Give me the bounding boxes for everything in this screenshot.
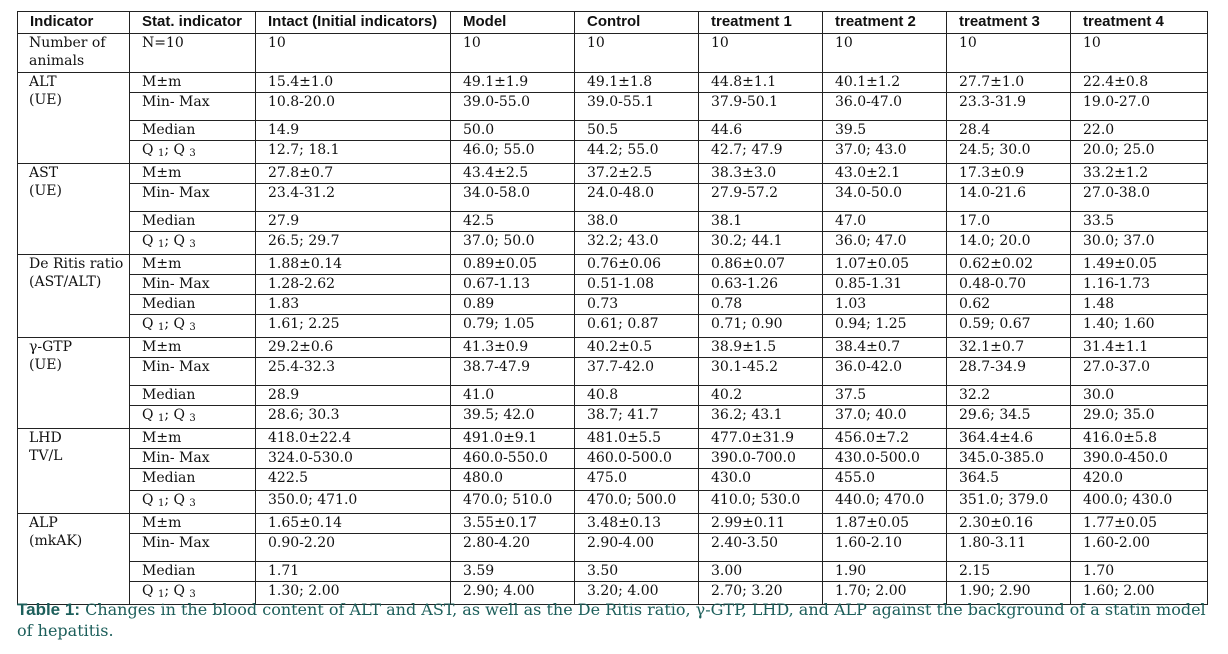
value-cell: 27.0-37.0 — [1071, 358, 1208, 386]
value-cell: 28.6; 30.3 — [256, 406, 451, 429]
value-cell: 34.0-58.0 — [451, 184, 575, 212]
value-cell: 49.1±1.9 — [451, 73, 575, 93]
value-cell: 17.3±0.9 — [947, 164, 1071, 184]
value-cell: 29.2±0.6 — [256, 338, 451, 358]
value-cell: 17.0 — [947, 212, 1071, 232]
value-cell: 34.0-50.0 — [823, 184, 947, 212]
value-cell: 0.73 — [575, 295, 699, 315]
value-cell: 1.83 — [256, 295, 451, 315]
value-cell: 10 — [451, 34, 575, 73]
caption-text: Changes in the blood content of ALT and AST, as well as the De Ritis ratio, γ-GTP, LHD, and ALP against the background of a statin model of hepatitis. — [17, 600, 1206, 640]
stat-cell: Median — [130, 121, 256, 141]
value-cell: 29.6; 34.5 — [947, 406, 1071, 429]
table-row — [18, 491, 1208, 514]
value-cell: 38.4±0.7 — [823, 338, 947, 358]
value-cell: 3.50 — [575, 562, 699, 582]
indicator-cell — [18, 255, 130, 338]
value-cell: 1.90 — [823, 562, 947, 582]
value-cell: 0.94; 1.25 — [823, 315, 947, 338]
value-cell: 39.0-55.0 — [451, 93, 575, 121]
indicator-cell — [18, 73, 130, 164]
value-cell: 23.4-31.2 — [256, 184, 451, 212]
value-cell: 37.2±2.5 — [575, 164, 699, 184]
indicator-name: LHD — [29, 430, 62, 446]
col-header-indicator: Indicator — [18, 12, 130, 34]
stat-cell: Min- Max — [130, 534, 256, 562]
value-cell: 1.30; 2.00 — [256, 582, 451, 605]
table-row — [18, 212, 1208, 232]
table-row — [18, 429, 1208, 449]
value-cell: 460.0-550.0 — [451, 449, 575, 469]
value-cell: 0.71; 0.90 — [699, 315, 823, 338]
value-cell: 43.0±2.1 — [823, 164, 947, 184]
value-cell: 430.0 — [699, 469, 823, 491]
table-row — [18, 184, 1208, 212]
value-cell: 3.00 — [699, 562, 823, 582]
value-cell: 10 — [947, 34, 1071, 73]
indicator-unit: (UE) — [29, 92, 62, 108]
value-cell: 37.0; 40.0 — [823, 406, 947, 429]
stat-cell: Min- Max — [130, 184, 256, 212]
value-cell: 31.4±1.1 — [1071, 338, 1208, 358]
stat-cell: M±m — [130, 429, 256, 449]
indicator-name: γ-GTP — [29, 339, 73, 355]
indicator-unit: (UE) — [29, 183, 62, 199]
value-cell: 390.0-700.0 — [699, 449, 823, 469]
value-cell: 20.0; 25.0 — [1071, 141, 1208, 164]
value-cell: 37.9-50.1 — [699, 93, 823, 121]
value-cell: 2.90-4.00 — [575, 534, 699, 562]
value-cell: 1.60-2.10 — [823, 534, 947, 562]
indicator-cell — [18, 164, 130, 255]
stat-cell: M±m — [130, 338, 256, 358]
table-row — [18, 275, 1208, 295]
col-header-treatment-3: treatment 3 — [947, 12, 1071, 34]
value-cell: 477.0±31.9 — [699, 429, 823, 449]
value-cell: 30.2; 44.1 — [699, 232, 823, 255]
value-cell: 12.7; 18.1 — [256, 141, 451, 164]
table-row — [18, 141, 1208, 164]
table-row — [18, 164, 1208, 184]
indicator-cell: Number of animals — [18, 34, 130, 73]
stat-cell: Min- Max — [130, 449, 256, 469]
value-cell: 27.9-57.2 — [699, 184, 823, 212]
value-cell: 0.61; 0.87 — [575, 315, 699, 338]
table-row — [18, 406, 1208, 429]
value-cell: 2.30±0.16 — [947, 514, 1071, 534]
stat-cell: Median — [130, 386, 256, 406]
value-cell: 36.0; 47.0 — [823, 232, 947, 255]
value-cell: 1.88±0.14 — [256, 255, 451, 275]
stat-cell: M±m — [130, 73, 256, 93]
results-table-container — [17, 11, 1207, 605]
stat-cell: N=10 — [130, 34, 256, 73]
indicator-name: ALT — [29, 74, 57, 90]
header-row — [18, 12, 1208, 34]
value-cell: 37.0; 43.0 — [823, 141, 947, 164]
value-cell: 1.70 — [1071, 562, 1208, 582]
value-cell: 1.65±0.14 — [256, 514, 451, 534]
value-cell: 43.4±2.5 — [451, 164, 575, 184]
indicator-name: ALP — [29, 515, 58, 531]
value-cell: 470.0; 510.0 — [451, 491, 575, 514]
value-cell: 1.60-2.00 — [1071, 534, 1208, 562]
value-cell: 1.40; 1.60 — [1071, 315, 1208, 338]
value-cell: 40.8 — [575, 386, 699, 406]
value-cell: 28.7-34.9 — [947, 358, 1071, 386]
value-cell: 0.79; 1.05 — [451, 315, 575, 338]
value-cell: 324.0-530.0 — [256, 449, 451, 469]
value-cell: 32.2 — [947, 386, 1071, 406]
table-row — [18, 562, 1208, 582]
stat-cell: Min- Max — [130, 275, 256, 295]
value-cell: 418.0±22.4 — [256, 429, 451, 449]
value-cell: 1.87±0.05 — [823, 514, 947, 534]
value-cell: 27.7±1.0 — [947, 73, 1071, 93]
value-cell: 28.4 — [947, 121, 1071, 141]
value-cell: 1.80-3.11 — [947, 534, 1071, 562]
value-cell: 36.0-47.0 — [823, 93, 947, 121]
value-cell: 1.07±0.05 — [823, 255, 947, 275]
value-cell: 422.5 — [256, 469, 451, 491]
value-cell: 1.48 — [1071, 295, 1208, 315]
value-cell: 350.0; 471.0 — [256, 491, 451, 514]
table-row — [18, 73, 1208, 93]
value-cell: 10.8-20.0 — [256, 93, 451, 121]
value-cell: 1.61; 2.25 — [256, 315, 451, 338]
value-cell: 30.1-45.2 — [699, 358, 823, 386]
value-cell: 10 — [575, 34, 699, 73]
table-row — [18, 449, 1208, 469]
value-cell: 475.0 — [575, 469, 699, 491]
value-cell: 10 — [699, 34, 823, 73]
value-cell: 22.0 — [1071, 121, 1208, 141]
col-header-stat: Stat. indicator — [130, 12, 256, 34]
value-cell: 40.2 — [699, 386, 823, 406]
indicator-name: AST — [29, 165, 59, 181]
value-cell: 470.0; 500.0 — [575, 491, 699, 514]
value-cell: 491.0±9.1 — [451, 429, 575, 449]
value-cell: 37.5 — [823, 386, 947, 406]
col-header-treatment-4: treatment 4 — [1071, 12, 1208, 34]
value-cell: 456.0±7.2 — [823, 429, 947, 449]
stat-cell: M±m — [130, 255, 256, 275]
stat-cell: Q $_1$; Q $_3$ — [130, 406, 256, 429]
value-cell: 0.59; 0.67 — [947, 315, 1071, 338]
value-cell: 390.0-450.0 — [1071, 449, 1208, 469]
stat-cell: Q $_1$; Q $_3$ — [130, 141, 256, 164]
value-cell: 14.9 — [256, 121, 451, 141]
value-cell: 1.49±0.05 — [1071, 255, 1208, 275]
table-row — [18, 534, 1208, 562]
value-cell: 3.20; 4.00 — [575, 582, 699, 605]
stat-cell: Min- Max — [130, 358, 256, 386]
value-cell: 27.0-38.0 — [1071, 184, 1208, 212]
table-row — [18, 338, 1208, 358]
indicator-unit: (UE) — [29, 357, 62, 373]
value-cell: 1.77±0.05 — [1071, 514, 1208, 534]
value-cell: 2.40-3.50 — [699, 534, 823, 562]
value-cell: 42.5 — [451, 212, 575, 232]
table-row — [18, 255, 1208, 275]
value-cell: 0.63-1.26 — [699, 275, 823, 295]
stat-cell: Median — [130, 562, 256, 582]
value-cell: 47.0 — [823, 212, 947, 232]
value-cell: 33.5 — [1071, 212, 1208, 232]
value-cell: 28.9 — [256, 386, 451, 406]
value-cell: 0.76±0.06 — [575, 255, 699, 275]
value-cell: 24.5; 30.0 — [947, 141, 1071, 164]
value-cell: 39.5 — [823, 121, 947, 141]
table-row — [18, 358, 1208, 386]
value-cell: 26.5; 29.7 — [256, 232, 451, 255]
value-cell: 38.1 — [699, 212, 823, 232]
value-cell: 455.0 — [823, 469, 947, 491]
caption-label: Table 1: — [17, 600, 80, 619]
table-row — [18, 232, 1208, 255]
stat-cell: Q $_1$; Q $_3$ — [130, 315, 256, 338]
value-cell: 416.0±5.8 — [1071, 429, 1208, 449]
value-cell: 345.0-385.0 — [947, 449, 1071, 469]
value-cell: 39.0-55.1 — [575, 93, 699, 121]
value-cell: 351.0; 379.0 — [947, 491, 1071, 514]
col-header-model: Model — [451, 12, 575, 34]
value-cell: 32.1±0.7 — [947, 338, 1071, 358]
indicator-cell — [18, 514, 130, 605]
indicator-cell — [18, 338, 130, 429]
value-cell: 30.0 — [1071, 386, 1208, 406]
value-cell: 1.60; 2.00 — [1071, 582, 1208, 605]
value-cell: 38.0 — [575, 212, 699, 232]
value-cell: 0.89±0.05 — [451, 255, 575, 275]
value-cell: 15.4±1.0 — [256, 73, 451, 93]
value-cell: 420.0 — [1071, 469, 1208, 491]
value-cell: 39.5; 42.0 — [451, 406, 575, 429]
value-cell: 29.0; 35.0 — [1071, 406, 1208, 429]
value-cell: 49.1±1.8 — [575, 73, 699, 93]
value-cell: 0.62±0.02 — [947, 255, 1071, 275]
value-cell: 1.70; 2.00 — [823, 582, 947, 605]
value-cell: 38.3±3.0 — [699, 164, 823, 184]
value-cell: 0.48-0.70 — [947, 275, 1071, 295]
value-cell: 2.80-4.20 — [451, 534, 575, 562]
value-cell: 14.0; 20.0 — [947, 232, 1071, 255]
value-cell: 37.7-42.0 — [575, 358, 699, 386]
value-cell: 36.0-42.0 — [823, 358, 947, 386]
stat-cell: Median — [130, 212, 256, 232]
value-cell: 0.85-1.31 — [823, 275, 947, 295]
value-cell: 1.03 — [823, 295, 947, 315]
value-cell: 2.99±0.11 — [699, 514, 823, 534]
value-cell: 24.0-48.0 — [575, 184, 699, 212]
table-row — [18, 295, 1208, 315]
value-cell: 3.59 — [451, 562, 575, 582]
indicator-unit: (mkAK) — [29, 533, 83, 549]
value-cell: 2.70; 3.20 — [699, 582, 823, 605]
value-cell: 40.1±1.2 — [823, 73, 947, 93]
stat-cell: M±m — [130, 164, 256, 184]
table-row — [18, 121, 1208, 141]
value-cell: 1.71 — [256, 562, 451, 582]
col-header-intact: Intact (Initial indicators) — [256, 12, 451, 34]
table-caption — [17, 599, 1212, 641]
value-cell: 41.3±0.9 — [451, 338, 575, 358]
value-cell: 1.16-1.73 — [1071, 275, 1208, 295]
value-cell: 440.0; 470.0 — [823, 491, 947, 514]
value-cell: 23.3-31.9 — [947, 93, 1071, 121]
value-cell: 0.86±0.07 — [699, 255, 823, 275]
value-cell: 27.9 — [256, 212, 451, 232]
value-cell: 38.7; 41.7 — [575, 406, 699, 429]
stat-cell: Min- Max — [130, 93, 256, 121]
value-cell: 19.0-27.0 — [1071, 93, 1208, 121]
table-row — [18, 386, 1208, 406]
value-cell: 0.90-2.20 — [256, 534, 451, 562]
stat-cell: Median — [130, 295, 256, 315]
value-cell: 25.4-32.3 — [256, 358, 451, 386]
col-header-control: Control — [575, 12, 699, 34]
value-cell: 0.51-1.08 — [575, 275, 699, 295]
value-cell: 27.8±0.7 — [256, 164, 451, 184]
value-cell: 1.28-2.62 — [256, 275, 451, 295]
indicator-cell — [18, 429, 130, 514]
value-cell: 37.0; 50.0 — [451, 232, 575, 255]
value-cell: 22.4±0.8 — [1071, 73, 1208, 93]
value-cell: 10 — [1071, 34, 1208, 73]
value-cell: 50.5 — [575, 121, 699, 141]
value-cell: 1.90; 2.90 — [947, 582, 1071, 605]
value-cell: 2.90; 4.00 — [451, 582, 575, 605]
value-cell: 10 — [823, 34, 947, 73]
value-cell: 2.15 — [947, 562, 1071, 582]
indicator-unit: (AST/ALT) — [29, 274, 102, 290]
table-row — [18, 469, 1208, 491]
value-cell: 364.4±4.6 — [947, 429, 1071, 449]
table-row-animals — [18, 34, 1208, 73]
value-cell: 460.0-500.0 — [575, 449, 699, 469]
value-cell: 44.8±1.1 — [699, 73, 823, 93]
value-cell: 410.0; 530.0 — [699, 491, 823, 514]
value-cell: 40.2±0.5 — [575, 338, 699, 358]
value-cell: 41.0 — [451, 386, 575, 406]
value-cell: 0.78 — [699, 295, 823, 315]
value-cell: 42.7; 47.9 — [699, 141, 823, 164]
indicator-name: De Ritis ratio — [29, 256, 124, 272]
value-cell: 32.2; 43.0 — [575, 232, 699, 255]
value-cell: 33.2±1.2 — [1071, 164, 1208, 184]
value-cell: 14.0-21.6 — [947, 184, 1071, 212]
stat-cell: Median — [130, 469, 256, 491]
stat-cell: Q $_1$; Q $_3$ — [130, 232, 256, 255]
col-header-treatment-1: treatment 1 — [699, 12, 823, 34]
value-cell: 400.0; 430.0 — [1071, 491, 1208, 514]
stat-cell: Q $_1$; Q $_3$ — [130, 582, 256, 605]
value-cell: 430.0-500.0 — [823, 449, 947, 469]
stat-cell: M±m — [130, 514, 256, 534]
value-cell: 30.0; 37.0 — [1071, 232, 1208, 255]
stat-cell: Q $_1$; Q $_3$ — [130, 491, 256, 514]
col-header-treatment-2: treatment 2 — [823, 12, 947, 34]
value-cell: 38.9±1.5 — [699, 338, 823, 358]
value-cell: 38.7-47.9 — [451, 358, 575, 386]
value-cell: 36.2; 43.1 — [699, 406, 823, 429]
value-cell: 46.0; 55.0 — [451, 141, 575, 164]
value-cell: 0.62 — [947, 295, 1071, 315]
table-row — [18, 93, 1208, 121]
value-cell: 481.0±5.5 — [575, 429, 699, 449]
table-row — [18, 514, 1208, 534]
results-table — [17, 11, 1208, 605]
value-cell: 0.89 — [451, 295, 575, 315]
value-cell: 44.6 — [699, 121, 823, 141]
value-cell: 3.48±0.13 — [575, 514, 699, 534]
table-row — [18, 315, 1208, 338]
value-cell: 50.0 — [451, 121, 575, 141]
value-cell: 0.67-1.13 — [451, 275, 575, 295]
value-cell: 44.2; 55.0 — [575, 141, 699, 164]
value-cell: 3.55±0.17 — [451, 514, 575, 534]
indicator-unit: TV/L — [29, 448, 63, 464]
value-cell: 10 — [256, 34, 451, 73]
value-cell: 364.5 — [947, 469, 1071, 491]
value-cell: 480.0 — [451, 469, 575, 491]
